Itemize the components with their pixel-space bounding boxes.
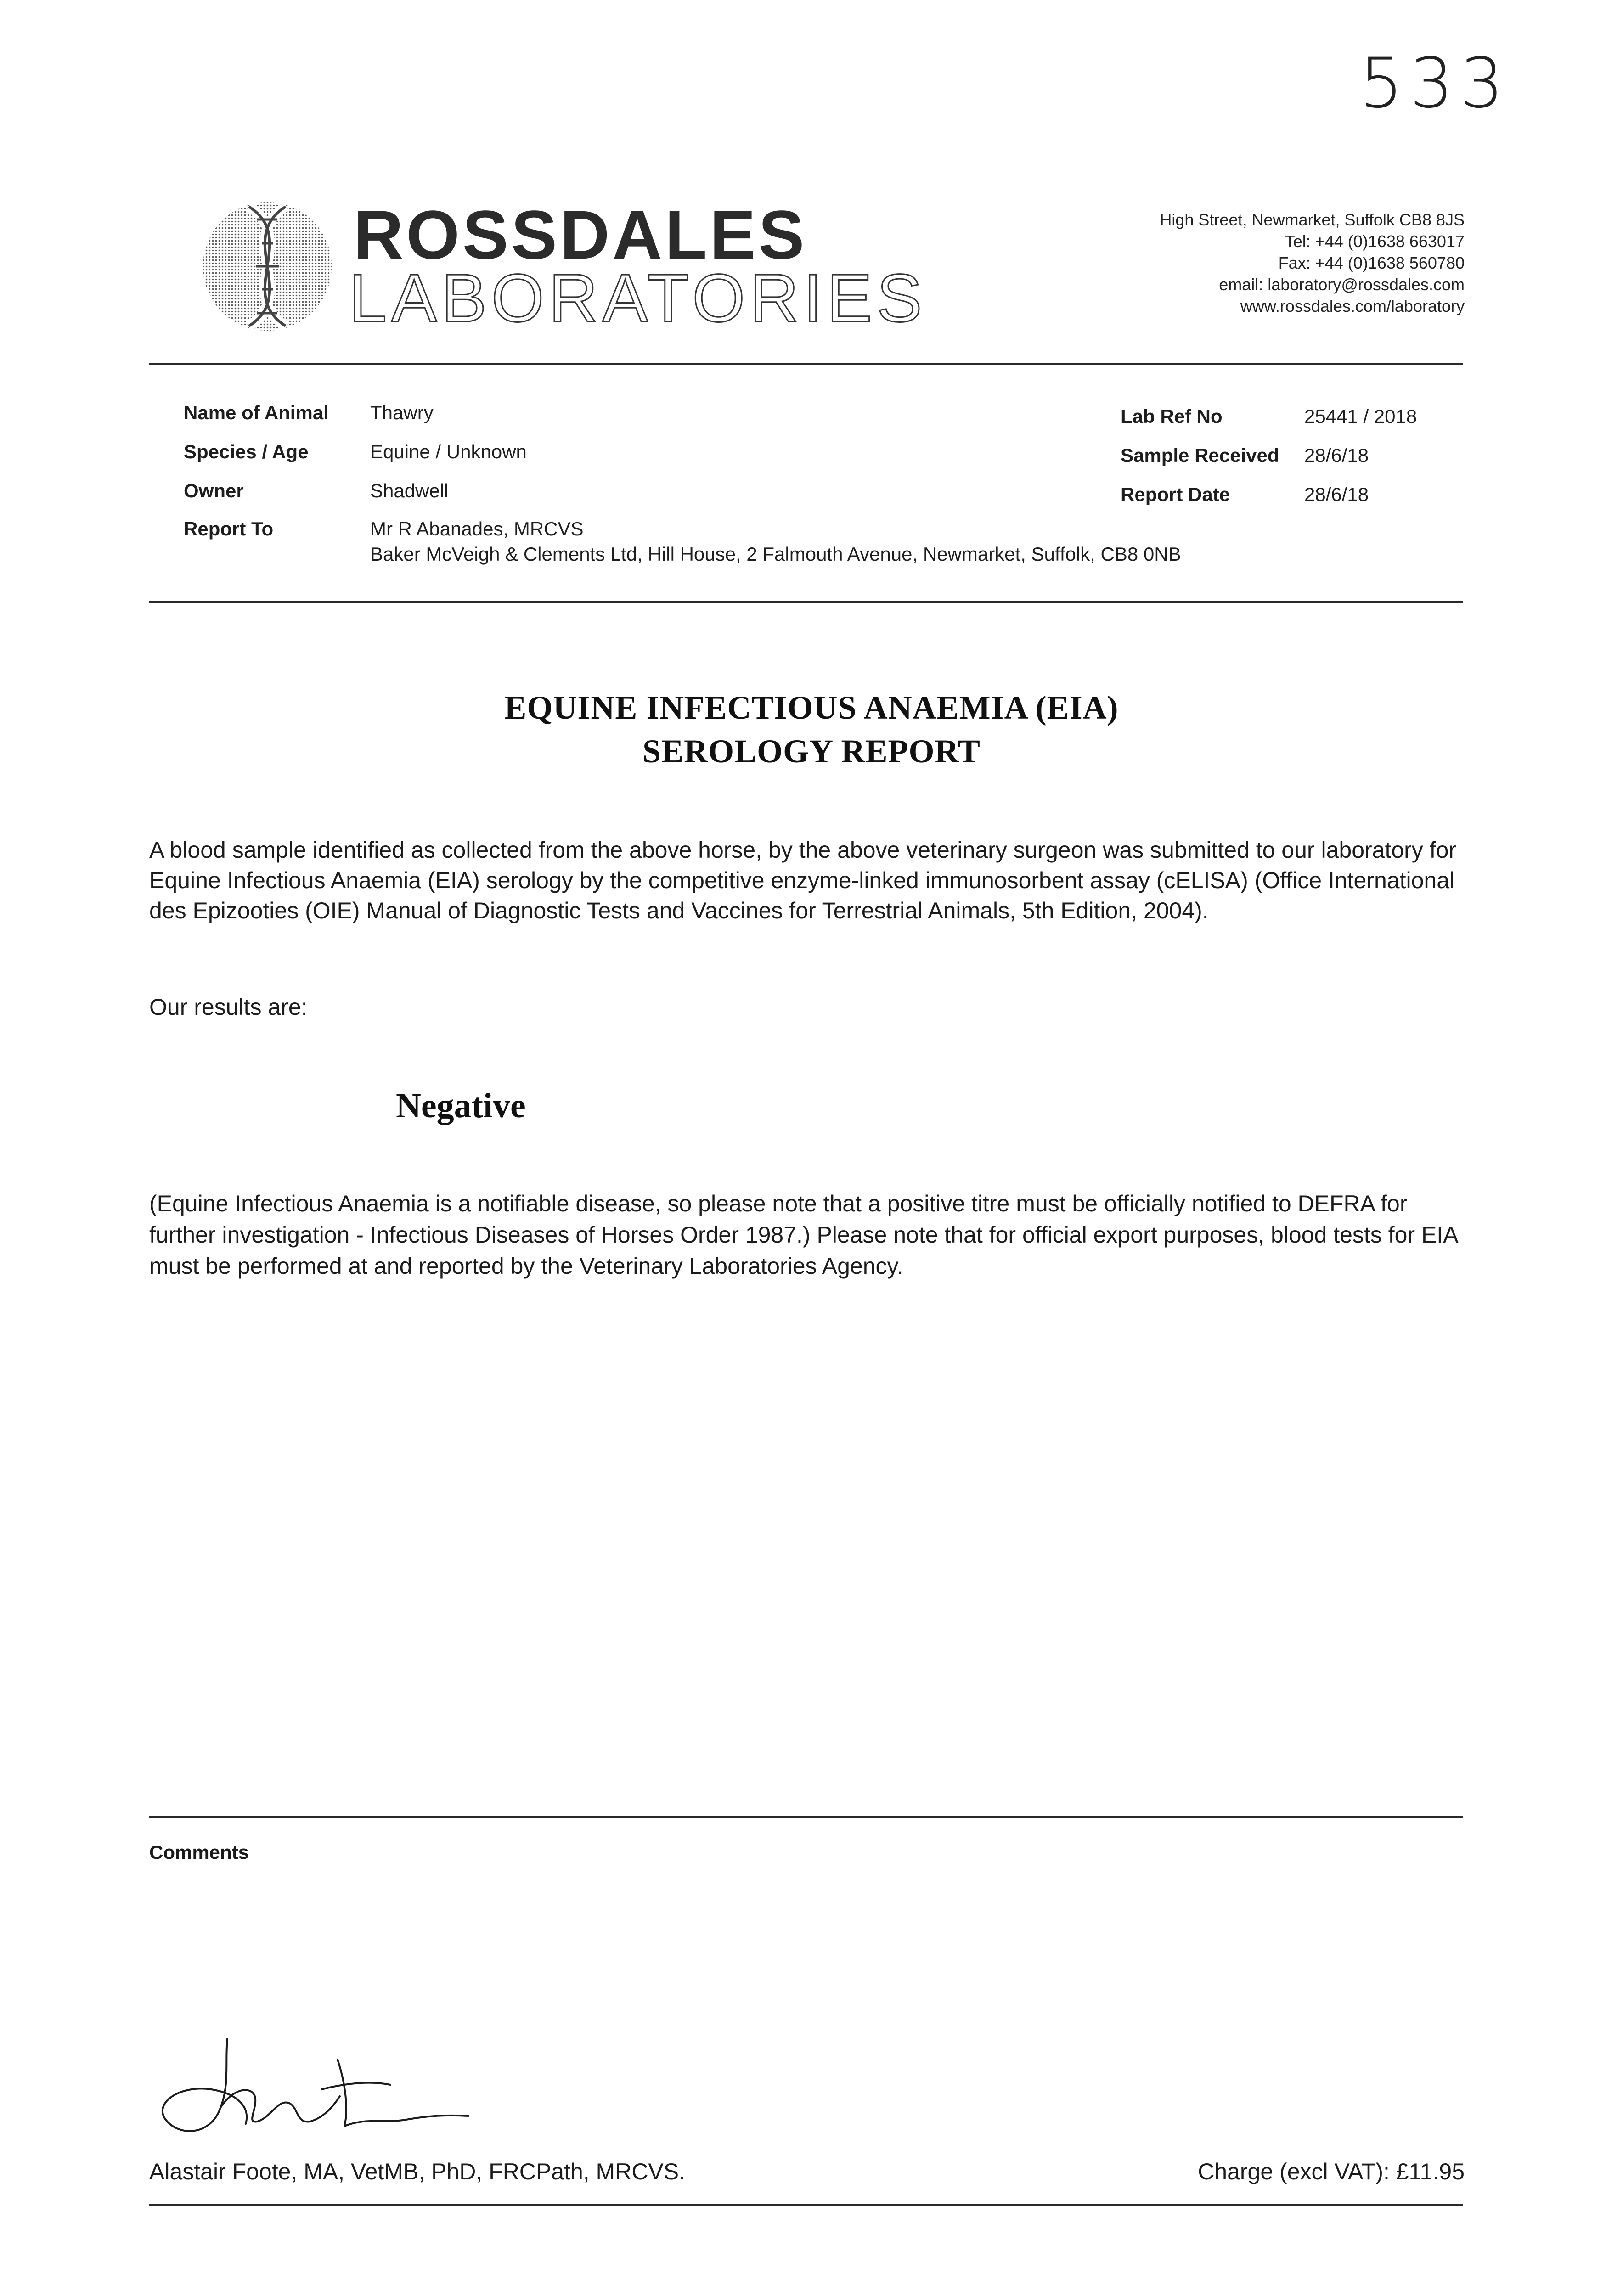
footer-divider — [149, 2204, 1463, 2206]
lab-ref-label: Lab Ref No — [1121, 405, 1223, 427]
sample-received-value: 28/6/18 — [1304, 445, 1369, 466]
report-date-value: 28/6/18 — [1304, 484, 1369, 505]
report-to-name: Mr R Abanades, MRCVS — [370, 518, 584, 540]
comments-divider — [149, 1816, 1463, 1818]
address-tel: Tel: +44 (0)1638 663017 — [1285, 232, 1465, 251]
details-divider — [149, 601, 1463, 603]
sample-received-label: Sample Received — [1121, 445, 1279, 466]
dna-logo-icon — [198, 197, 336, 335]
address-fax: Fax: +44 (0)1638 560780 — [1278, 253, 1465, 272]
address-web: www.rossdales.com/laboratory — [1240, 297, 1465, 315]
charge-amount: Charge (excl VAT): £11.95 — [1198, 2159, 1465, 2184]
comments-label: Comments — [149, 1841, 249, 1863]
report-title: EQUINE INFECTIOUS ANAEMIA (EIA) — [504, 689, 1119, 726]
report-to-address: Baker McVeigh & Clements Ltd, Hill House, 2 Falmouth Avenue, Newmarket, Suffolk, CB8 0NB — [370, 543, 1181, 565]
report-date-label: Report Date — [1121, 484, 1230, 505]
notifiable-disease-note: (Equine Infectious Anaemia is a notifiable disease, so please note that a positive titre must be officially notified to DEFRA for further investigation - Infectious Diseases of Horses Order 1987.) Please note that for official export purposes, blood tests for EIA must be performed at and reported by the Veterinary Laboratories Agency. — [149, 1191, 1457, 1279]
signatory-name: Alastair Foote, MA, VetMB, PhD, FRCPath, MRCVS. — [149, 2159, 686, 2184]
address-street: High Street, Newmarket, Suffolk CB8 8JS — [1160, 210, 1465, 229]
report-subtitle: SEROLOGY REPORT — [642, 733, 981, 770]
owner-label: Owner — [184, 480, 244, 501]
logo-text-rossdales: ROSSDALES — [354, 196, 807, 273]
signature-image — [152, 2030, 510, 2149]
lab-ref-value: 25441 / 2018 — [1304, 405, 1417, 427]
results-intro: Our results are: — [149, 994, 308, 1020]
page-number: 533 — [1359, 44, 1510, 124]
species-age-label: Species / Age — [184, 441, 309, 462]
intro-paragraph: A blood sample identified as collected from the above horse, by the above veterinary surgeon was submitted to our laboratory for Equine Infectious Anaemia (EIA) serology by the competitive enzyme-linked immunosorbent assay (cELISA) (Office International des Epizooties (OIE) Manual of Diagnostic Tests and Vaccines for Terrestrial Animals, 5th Edition, 2004). — [149, 837, 1457, 923]
species-age-value: Equine / Unknown — [370, 441, 527, 462]
logo-text-laboratories: LABORATORIES — [349, 260, 927, 336]
owner-value: Shadwell — [370, 480, 449, 501]
address-block — [1160, 209, 1465, 317]
name-of-animal-label: Name of Animal — [184, 402, 329, 423]
header-divider — [149, 363, 1463, 365]
report-to-label: Report To — [184, 518, 274, 540]
name-of-animal-value: Thawry — [370, 402, 434, 423]
test-result: Negative — [396, 1086, 526, 1125]
address-email: email: laboratory@rossdales.com — [1219, 275, 1465, 294]
